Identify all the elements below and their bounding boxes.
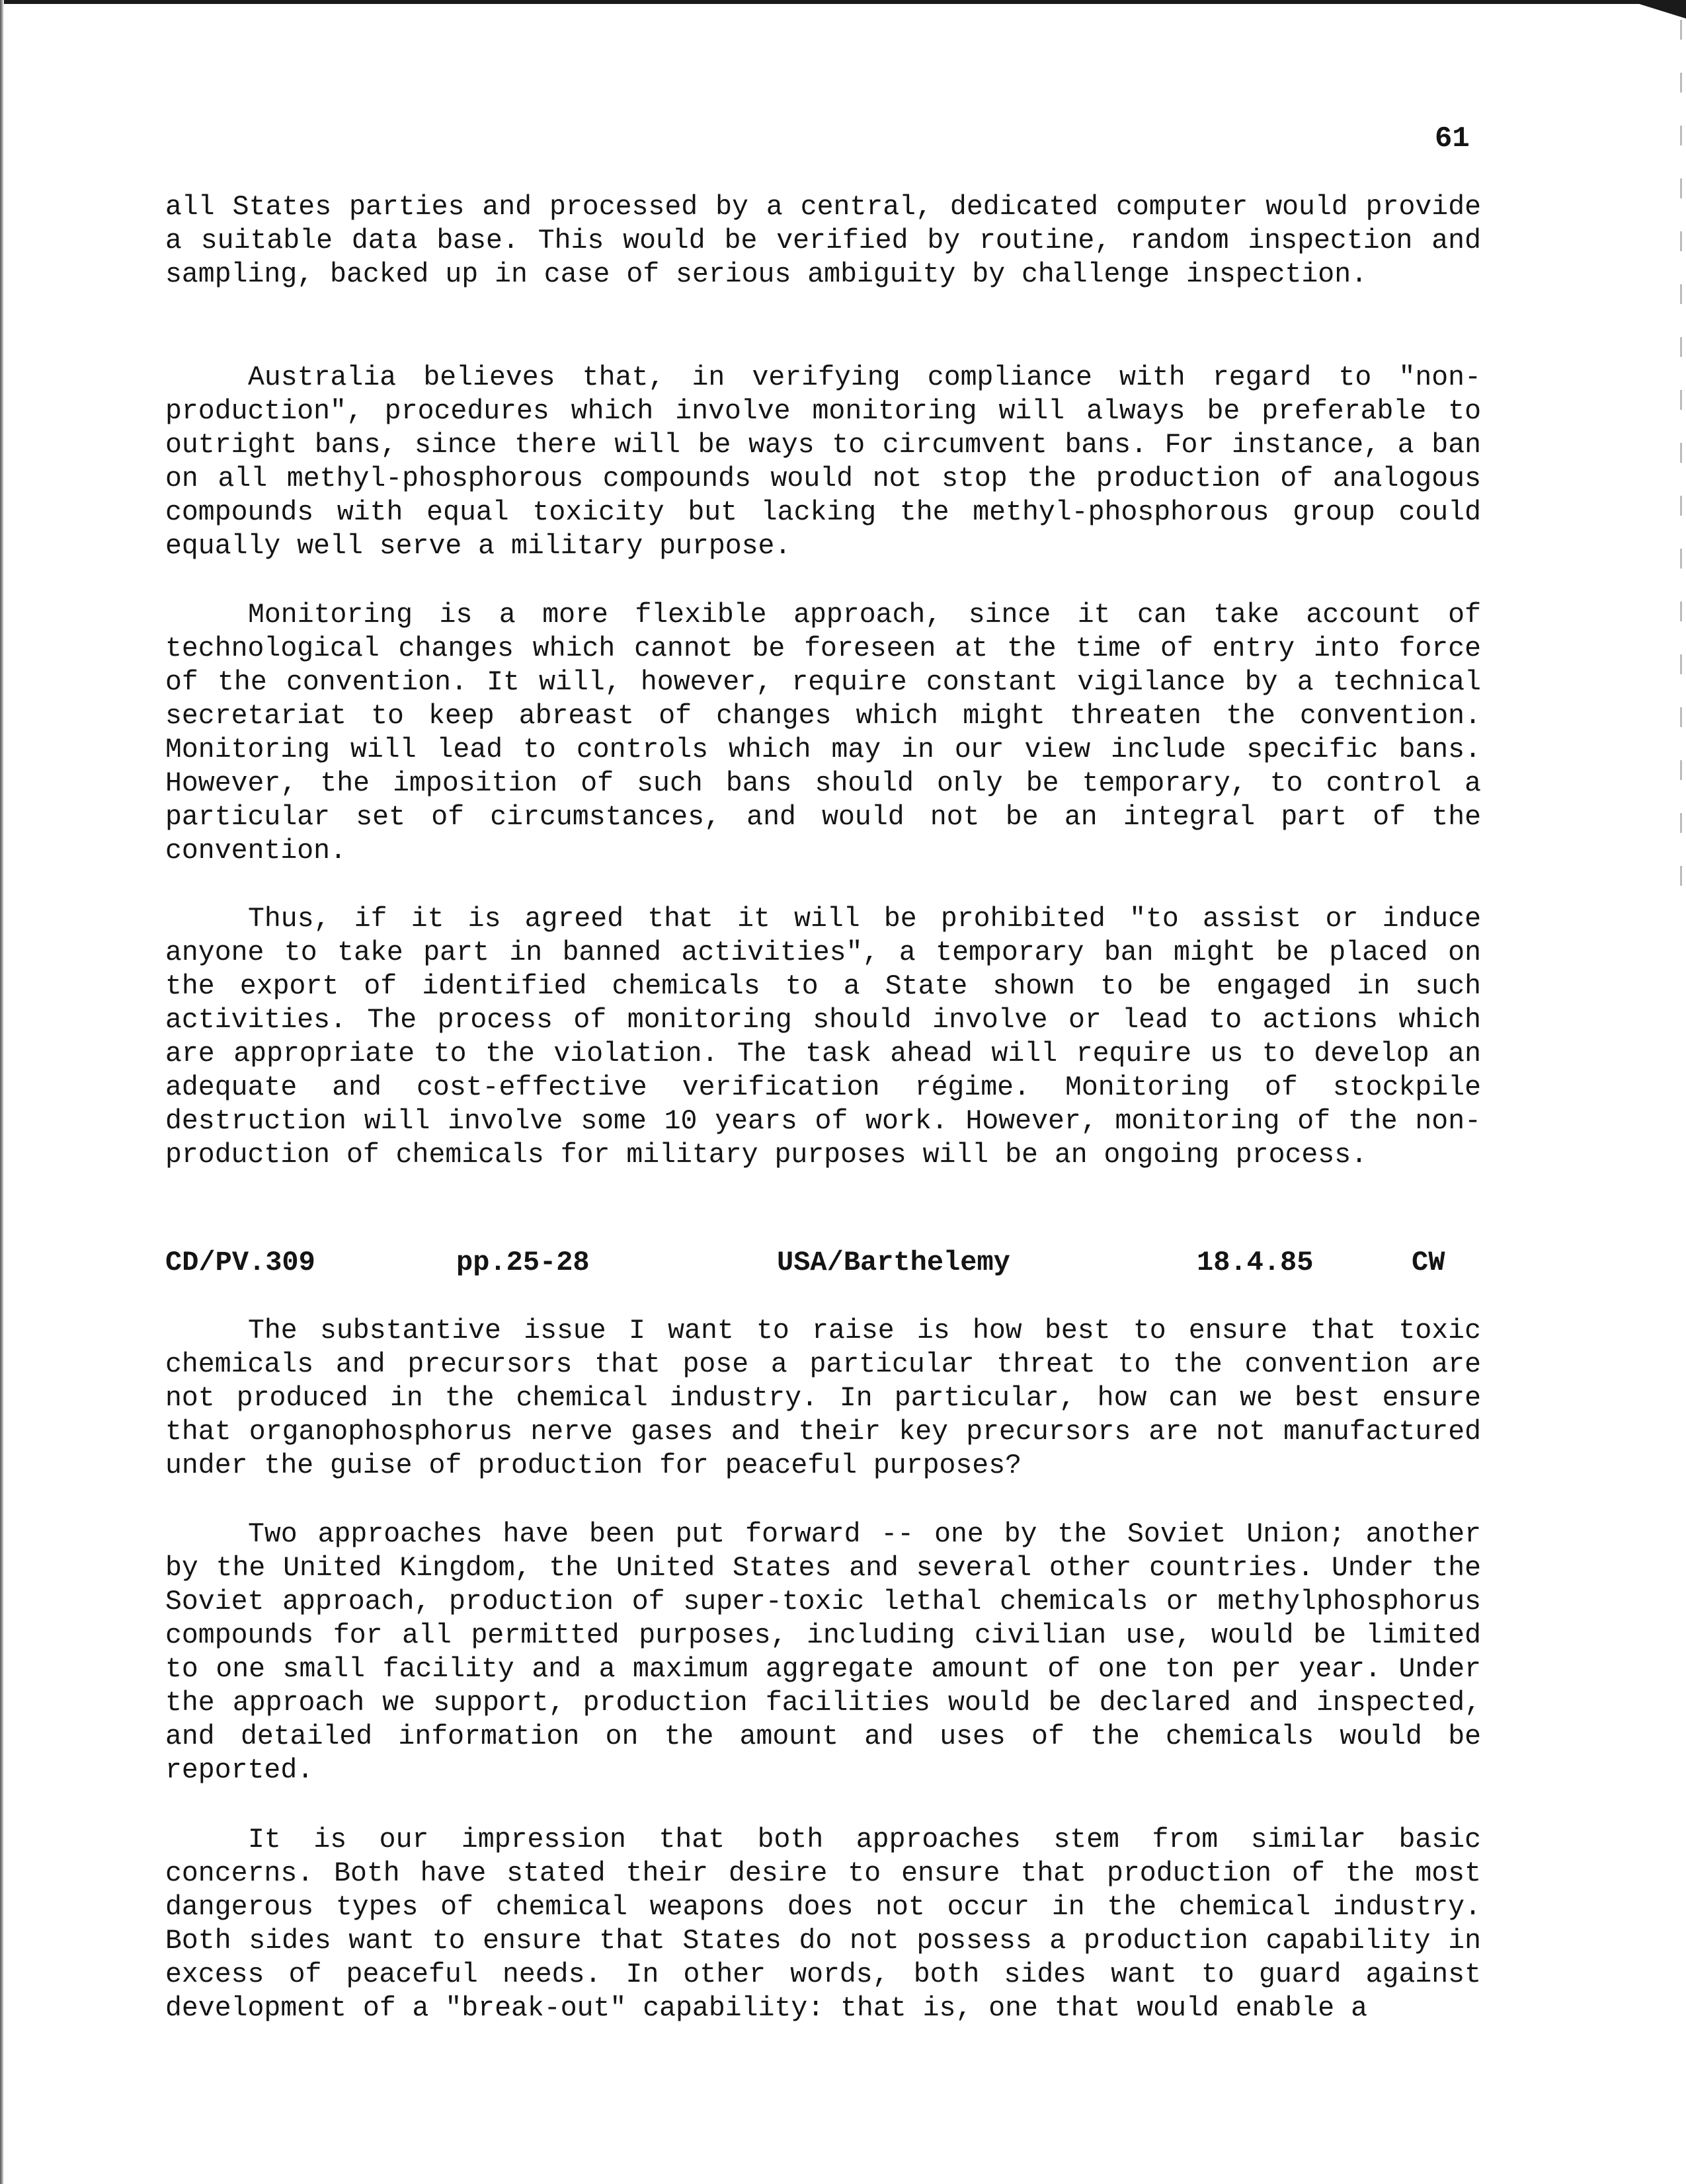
- paragraph-both-approaches: It is our impression that both approaches stem from similar basic concerns. Both have stated their desire to ensure that production of the most dangerous types of chemical weapons does not occur in the chemical industry. Both sides want to ensure that States do not possess a production capability in excess of peaceful needs. In other words, both sides want to guard against development of a "break-out" capability: that is, one that would enable a: [165, 1824, 1481, 2024]
- paragraph-australia-monitoring: Australia believes that, in verifying compliance with regard to "non-production", procedures which involve monitoring will always be preferable to outright bans, since there will be ways to circumvent bans. For instance, a ban on all methyl-phosphorous compounds would not stop the production of analogous compounds with equal toxicity but lacking the methyl-phosphorous group could equally well serve a military purpose.: [165, 362, 1481, 562]
- reference-document: CD/PV.309: [165, 1247, 315, 1278]
- reference-pages: pp.25-28: [456, 1247, 590, 1278]
- paragraph-substantive-issue: The substantive issue I want to raise is how best to ensure that toxic chemicals and precursors that pose a particular threat to the convention are not produced in the chemical industry. In particular, how can we best ensure that organophosphorus nerve gases and their key precursors are not manufactured under the guise of production for peaceful purposes?: [165, 1315, 1481, 1481]
- paragraph-monitoring-flexible: Monitoring is a more flexible approach, since it can take account of technological changes which cannot be foreseen at the time of entry into force of the convention. It will, however, require constant vigilance by a technical secretariat to keep abreast of changes which might threaten the convention. Monitoring will lead to controls which may in our view include specific bans. However, the imposition of such bans should only be temporary, to control a particular set of circumstances, and would not be an integral part of the convention.: [165, 600, 1481, 867]
- page-number: 61: [1435, 122, 1470, 155]
- scan-edge-right: [1680, 20, 1682, 912]
- scan-edge-left: [0, 0, 4, 2184]
- paragraph-temporary-ban: Thus, if it is agreed that it will be prohibited "to assist or induce anyone to take part in banned activities", a temporary ban might be placed on the export of identified chemicals to a State shown to be engaged in such activities. The process of monitoring should involve or lead to actions which are appropriate to the violation. The task ahead will require us to develop an adequate and cost-effective verification régime. Monitoring of stockpile destruction will involve some 10 years of work. However, monitoring of the non-production of chemicals for military purposes will be an ongoing process.: [165, 904, 1481, 1171]
- reference-topic: CW: [1412, 1247, 1445, 1278]
- scan-edge-top: [0, 0, 1686, 4]
- paragraph-two-approaches: Two approaches have been put forward -- one by the Soviet Union; another by the United Kingdom, the United States and several other countries. Under the Soviet approach, production of super-toxic lethal chemicals or methylphosphorus compounds for all permitted purposes, including civilian use, would be limited to one small facility and a maximum aggregate amount of one ton per year. Under the approach we support, production facilities would be declared and inspected, and detailed information on the amount and uses of the chemicals would be reported.: [165, 1519, 1481, 1786]
- reference-date: 18.4.85: [1197, 1247, 1314, 1278]
- paragraph-continuation: all States parties and processed by a central, dedicated computer would provide a suitable data base. This would be verified by routine, random inspection and sampling, backed up in case of serious ambiguity by challenge inspection.: [165, 192, 1481, 290]
- reference-header: [165, 1243, 1481, 1282]
- scan-edge-corner: [1626, 0, 1686, 19]
- reference-speaker: USA/Barthelemy: [777, 1247, 1010, 1278]
